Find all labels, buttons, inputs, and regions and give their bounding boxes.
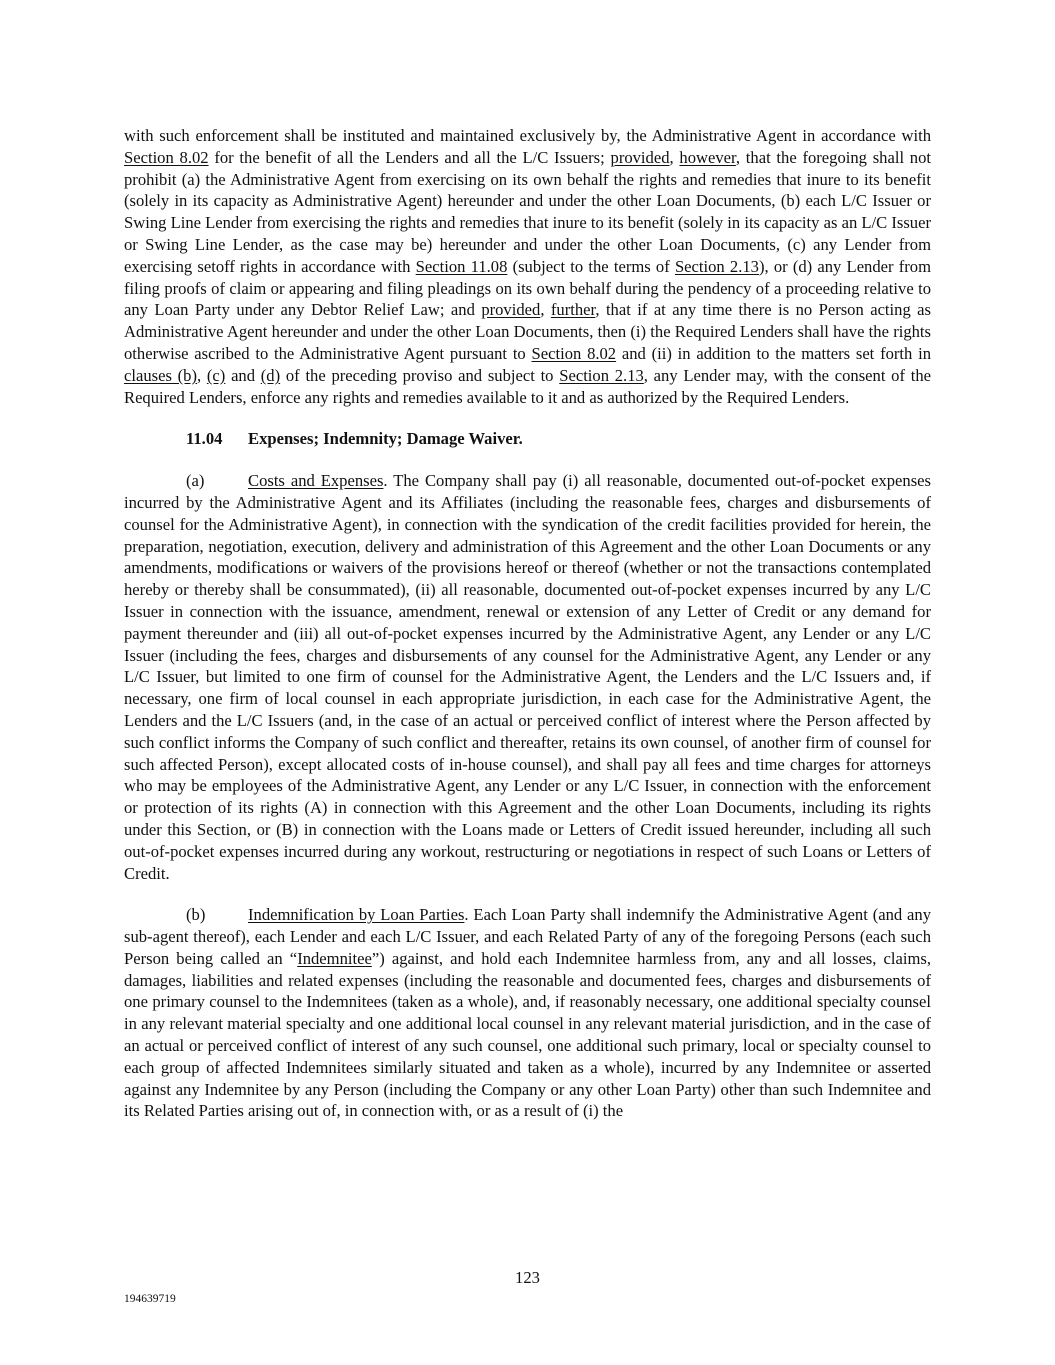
clause-label: (a) [186,471,205,491]
paragraph-b: (b) Indemnification by Loan Parties. Each Loan Party shall indemnify the Administrative Agent (and any sub-agent thereof), each Lender and each L/C Issuer, and each Related Party of any of the foregoing Persons (each such Person being called an “Indemnitee”) against, and hold each Indemnitee harmless from, any and all losses, claims, damages, liabilities and related expenses (including the reasonable and documented fees, charges and disbursements of one primary counsel to the Indemnitees (taken as a whole), and, if reasonably necessary, one additional specialty counsel in any relevant material specialty and one additional local counsel in any relevant material jurisdiction, and in the case of an actual or perceived conflict of interest of any such counsel, one additional such primary, local or specialty counsel to each group of affected Indemnitees similarly situated and taken as a whole), incurred by any Indemnitee or asserted against any Indemnitee by any Person (including the Company or any other Loan Party) other than such Indemnitee and its Related Parties arising out of, in connection with, or as a result of (i) the [124,905,931,1121]
section-reference: Section 2.13 [559,365,644,385]
document-body [124,125,931,1122]
continuation-paragraph: with such enforcement shall be instituted and maintained exclusively by, the Administrative Agent in accordance with Section 8.02 for the benefit of all the Lenders and all the L/C Issuers; provided, however, that the foregoing shall not prohibit (a) the Administrative Agent from exercising on its own behalf the rights and remedies that inure to its benefit (solely in its capacity as Administrative Agent) hereunder and under the other Loan Documents, (b) each L/C Issuer or Swing Line Lender from exercising the rights and remedies that inure to its benefit (solely in its capacity as an L/C Issuer or Swing Line Lender, as the case may be) hereunder and under the other Loan Documents, (c) any Lender from exercising setoff rights in accordance with Section 11.08 (subject to the terms of Section 2.13), or (d) any Lender from filing proofs of claim or appearing and filing pleadings on its own behalf during the pendency of a proceeding relative to any Loan Party under any Debtor Relief Law; and provided, further, that if at any time there is no Person acting as Administrative Agent hereunder and under the other Loan Documents, then (i) the Required Lenders shall have the rights otherwise ascribed to the Administrative Agent pursuant to Section 8.02 and (ii) in addition to the matters set forth in clauses (b), (c) and (d) of the preceding proviso and subject to Section 2.13, any Lender may, with the consent of the Required Lenders, enforce any rights and remedies available to it and as authorized by the Required Lenders. [124,126,932,407]
subsection-heading: Indemnification by Loan Parties [248,905,465,925]
section-reference: Section 8.02 [124,147,209,167]
defined-term: further [550,300,596,320]
section-reference: Section 2.13 [674,256,759,276]
defined-term: however [679,147,736,167]
clause-reference: (d) [260,365,281,385]
section-reference: Section 8.02 [531,343,617,363]
defined-term: provided [610,147,670,167]
clause-label: (b) [186,905,206,925]
section-heading [124,428,931,450]
defined-term: provided [481,300,541,320]
section-number: 11.04 [186,429,223,449]
paragraph-a: (a) Costs and Expenses. The Company shall pay (i) all reasonable, documented out-of-pocket expenses incurred by the Administrative Agent and its Affiliates (including the reasonable fees, charges and disbursements of counsel for the Administrative Agent), in connection with the syndication of the credit facilities provided for herein, the preparation, negotiation, execution, delivery and administration of this Agreement and the other Loan Documents or any amendments, modifications or waivers of the provisions hereof or thereof (whether or not the transactions contemplated hereby or thereby shall be consummated), (ii) all reasonable, documented out-of-pocket expenses incurred by any L/C Issuer in connection with the issuance, amendment, renewal or extension of any Letter of Credit or any demand for payment thereunder and (iii) all out-of-pocket expenses incurred by the Administrative Agent, any Lender or any L/C Issuer (including the fees, charges and disbursements of any counsel for the Administrative Agent, any Lender or any L/C Issuer, but limited to one firm of counsel for the Administrative Agent, the Lenders and the L/C Issuers and, if necessary, one firm of local counsel in each appropriate jurisdiction, in each case for the Administrative Agent, the Lenders and the L/C Issuers (and, in the case of an actual or perceived conflict of interest where the Person affected by such conflict informs the Company of such conflict and thereafter, retains its own counsel, of another firm of counsel for such affected Person), except allocated costs of in-house counsel), and shall pay all fees and time charges for attorneys who may be employees of the Administrative Agent, any Lender or any L/C Issuer, in connection with the enforcement or protection of its rights (A) in connection with this Agreement and the other Loan Documents, including its rights under this Section, or (B) in connection with the Loans made or Letters of Credit issued hereunder, including all such out-of-pocket expenses incurred during any workout, restructuring or negotiations in respect of such Loans or Letters of Credit. [124,471,931,883]
section-title: Expenses; Indemnity; Damage Waiver. [248,429,523,449]
document-id: 194639719 [124,1293,176,1305]
section-reference: Section 11.08 [415,256,508,276]
defined-term: Indemnitee [297,948,372,968]
subsection-heading: Costs and Expenses [248,471,384,491]
clause-reference: clauses (b) [124,365,198,385]
clause-reference: (c) [206,365,226,385]
page-number: 123 [515,1268,540,1287]
